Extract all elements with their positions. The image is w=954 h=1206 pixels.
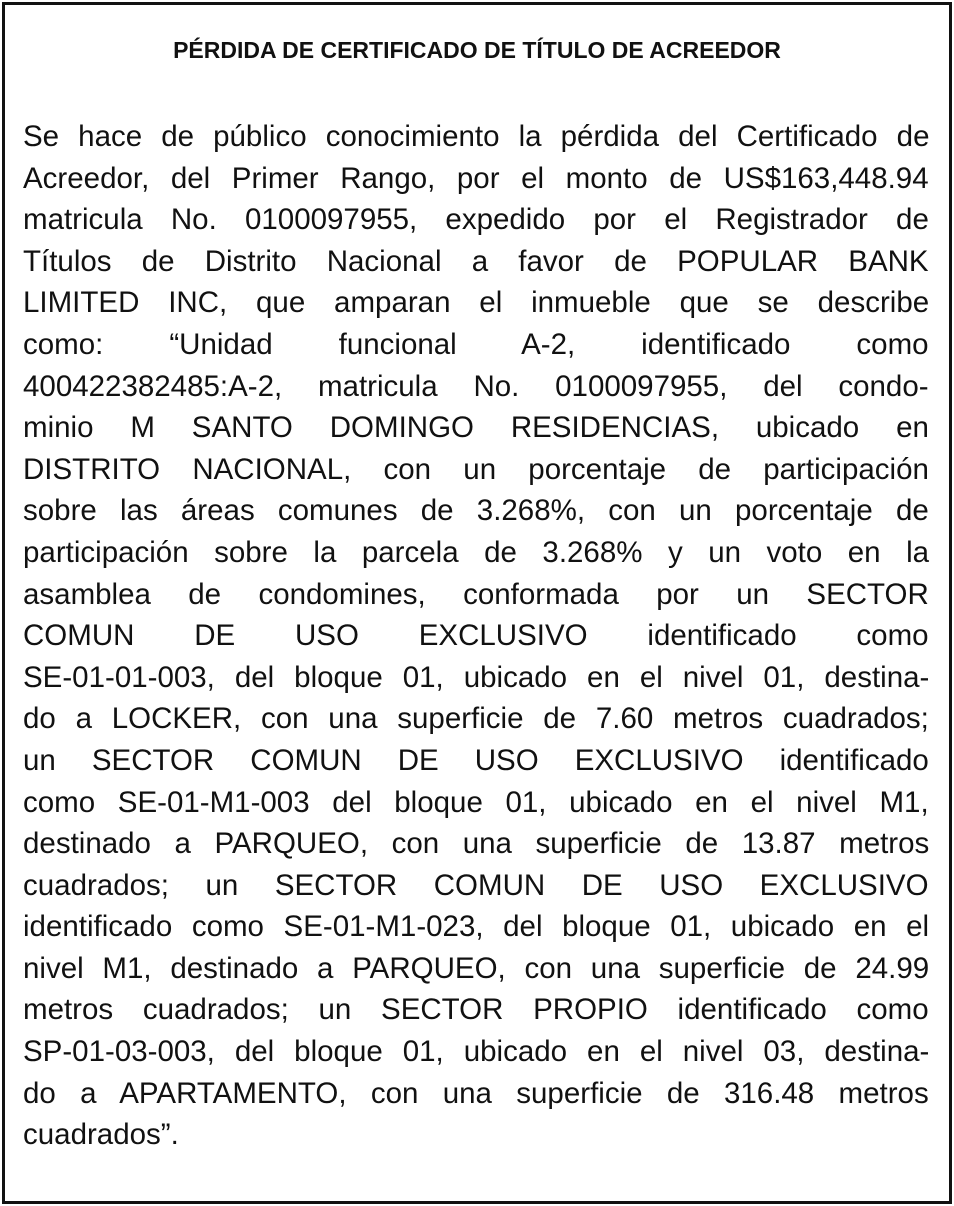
notice-line: como SE-01-M1-003 del bloque 01, ubicado en el nivel M1, <box>23 785 929 819</box>
notice-line: matricula No. 0100097955, expedido por el Registrador de <box>23 203 929 237</box>
notice-line: nivel M1, destinado a PARQUEO, con una superficie de 24.99 <box>23 951 930 985</box>
notice-title: PÉRDIDA DE CERTIFICADO DE TÍTULO DE ACREEDOR <box>173 37 781 63</box>
notice-line: asamblea de condomines, conformada por un SECTOR <box>23 577 929 611</box>
notice-line: Títulos de Distrito Nacional a favor de POPULAR BANK <box>23 244 929 278</box>
notice-line: SE-01-01-003, del bloque 01, ubicado en el nivel 01, destina- <box>23 660 930 694</box>
notice-line: participación sobre la parcela de 3.268% y un voto en la <box>23 535 930 569</box>
notice-line: cuadrados”. <box>23 1118 179 1152</box>
notice-line: como: “Unidad funcional A-2, identificado como <box>23 327 929 361</box>
notice-line: metros cuadrados; un SECTOR PROPIO identificado como <box>23 993 929 1027</box>
notice-line: Se hace de público conocimiento la pérdida del Certificado de <box>23 120 930 153</box>
notice-line: cuadrados; un SECTOR COMUN DE USO EXCLUSIVO <box>23 868 929 902</box>
notice-line: LIMITED INC, que amparan el inmueble que se describe <box>23 286 930 320</box>
notice-line: do a LOCKER, con una superficie de 7.60 metros cuadrados; <box>23 702 929 736</box>
notice-line: un SECTOR COMUN DE USO EXCLUSIVO identificado <box>23 743 929 777</box>
notice-body <box>23 116 929 1156</box>
notice-line: minio M SANTO DOMINGO RESIDENCIAS, ubicado en <box>23 411 929 445</box>
notice-line: DISTRITO NACIONAL, con un porcentaje de participación <box>23 452 929 486</box>
notice-line: destinado a PARQUEO, con una superficie de 13.87 metros <box>23 827 930 861</box>
notice-line: 400422382485:A-2, matricula No. 0100097955, del condo- <box>23 369 929 403</box>
notice-line: SP-01-03-003, del bloque 01, ubicado en el nivel 03, destina- <box>23 1035 930 1069</box>
notice-line: Acreedor, del Primer Rango, por el monto de US$163,448.94 <box>23 161 929 195</box>
notice-line: identificado como SE-01-M1-023, del bloque 01, ubicado en el <box>23 910 930 944</box>
notice-line: COMUN DE USO EXCLUSIVO identificado como <box>23 619 929 653</box>
notice-line: sobre las áreas comunes de 3.268%, con un porcentaje de <box>23 494 929 528</box>
notice-box <box>2 2 952 1204</box>
notice-line: do a APARTAMENTO, con una superficie de 316.48 metros <box>23 1076 929 1110</box>
